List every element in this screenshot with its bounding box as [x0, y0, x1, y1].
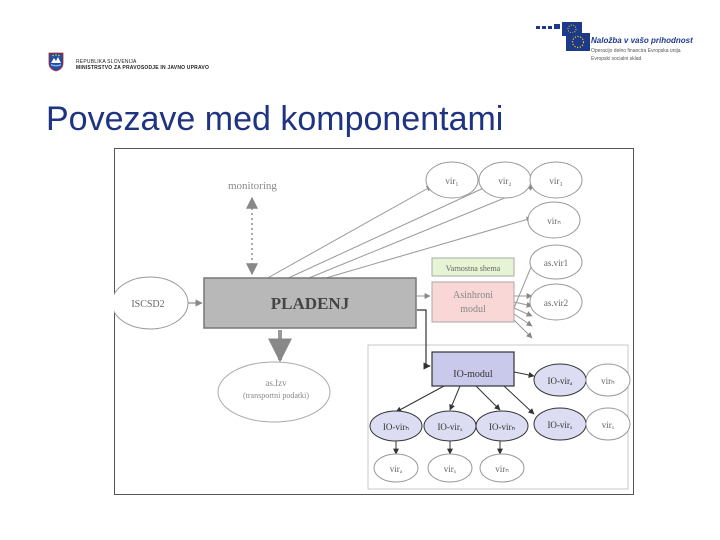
- as-izv-label-1: as.Izv: [265, 378, 287, 388]
- arrow-to-as-vir2-3: [514, 308, 532, 316]
- arrow-io-to-io-vir-e: [504, 386, 534, 414]
- arrow-to-as-vir2-2: [514, 302, 532, 306]
- arrow-to-as-vir2-4: [514, 314, 532, 326]
- slide-title: Povezave med komponentami: [46, 100, 504, 138]
- vir1-label: vir₁: [445, 176, 459, 186]
- arrow-io-to-io-vir-d: [514, 372, 534, 376]
- asinhroni-modul-box: [432, 282, 514, 322]
- as-vir1-label: as.vir1: [543, 258, 569, 268]
- eu-fund-name: Evropski socialni sklad: [591, 56, 642, 62]
- io-vir-b-label: IO-virₓ: [437, 422, 463, 432]
- arrow-io-to-io-vir-a: [396, 386, 444, 412]
- io-vir-e-label: IO-virₓ: [547, 420, 573, 430]
- eu-funding-note: Operacijo delno financira Evropska unija: [591, 48, 681, 54]
- government-name: REPUBLIKA SLOVENIJA: [76, 59, 137, 65]
- vir2-label: vir₂: [498, 176, 512, 186]
- arrow-io-to-io-vir-c: [476, 386, 500, 410]
- as-izv-label-2: (transportni podatki): [243, 391, 309, 400]
- io-vir-c-label: IO-virₙ: [488, 422, 516, 432]
- slovenia-coat-of-arms-icon: [48, 52, 64, 72]
- arrow-to-vir1: [264, 186, 432, 280]
- asinhroni-label-2: modul: [460, 304, 486, 315]
- pladenj-label: PLADENJ: [270, 294, 350, 313]
- iscsd2-label: ISCSD2: [131, 299, 165, 310]
- vir-b2-label: virₓ: [443, 464, 457, 474]
- vir-r1-label: virₕ: [601, 376, 615, 386]
- monitoring-label: monitoring: [228, 180, 277, 192]
- virn-label: virₙ: [547, 216, 561, 226]
- io-modul-label: IO-modul: [453, 369, 493, 380]
- vir-b3-label: virₙ: [495, 464, 509, 474]
- arrow-to-as-vir2-5: [514, 320, 532, 338]
- as-vir2-label: as.vir2: [543, 298, 569, 308]
- component-diagram: [114, 148, 634, 495]
- asinhroni-label-1: Asinhroni: [453, 290, 493, 301]
- ministry-name: MINISTRSTVO ZA PRAVOSODJE IN JAVNO UPRAVO: [76, 65, 210, 71]
- arrow-io-to-io-vir-b: [450, 386, 460, 410]
- io-vir-d-label: IO-virₐ: [547, 376, 573, 386]
- eu-slogan: Naložba v vašo prihodnost: [591, 36, 693, 45]
- io-vir-a-label: IO-virₕ: [382, 422, 410, 432]
- vir-r2-label: virₓ: [601, 420, 615, 430]
- arrow-pladenj-io-modul: [417, 310, 430, 366]
- varnostna-shema-label: Varnostna shema: [445, 264, 501, 273]
- vir-b1-label: virₐ: [389, 464, 403, 474]
- vir3-label: vir₃: [549, 176, 563, 186]
